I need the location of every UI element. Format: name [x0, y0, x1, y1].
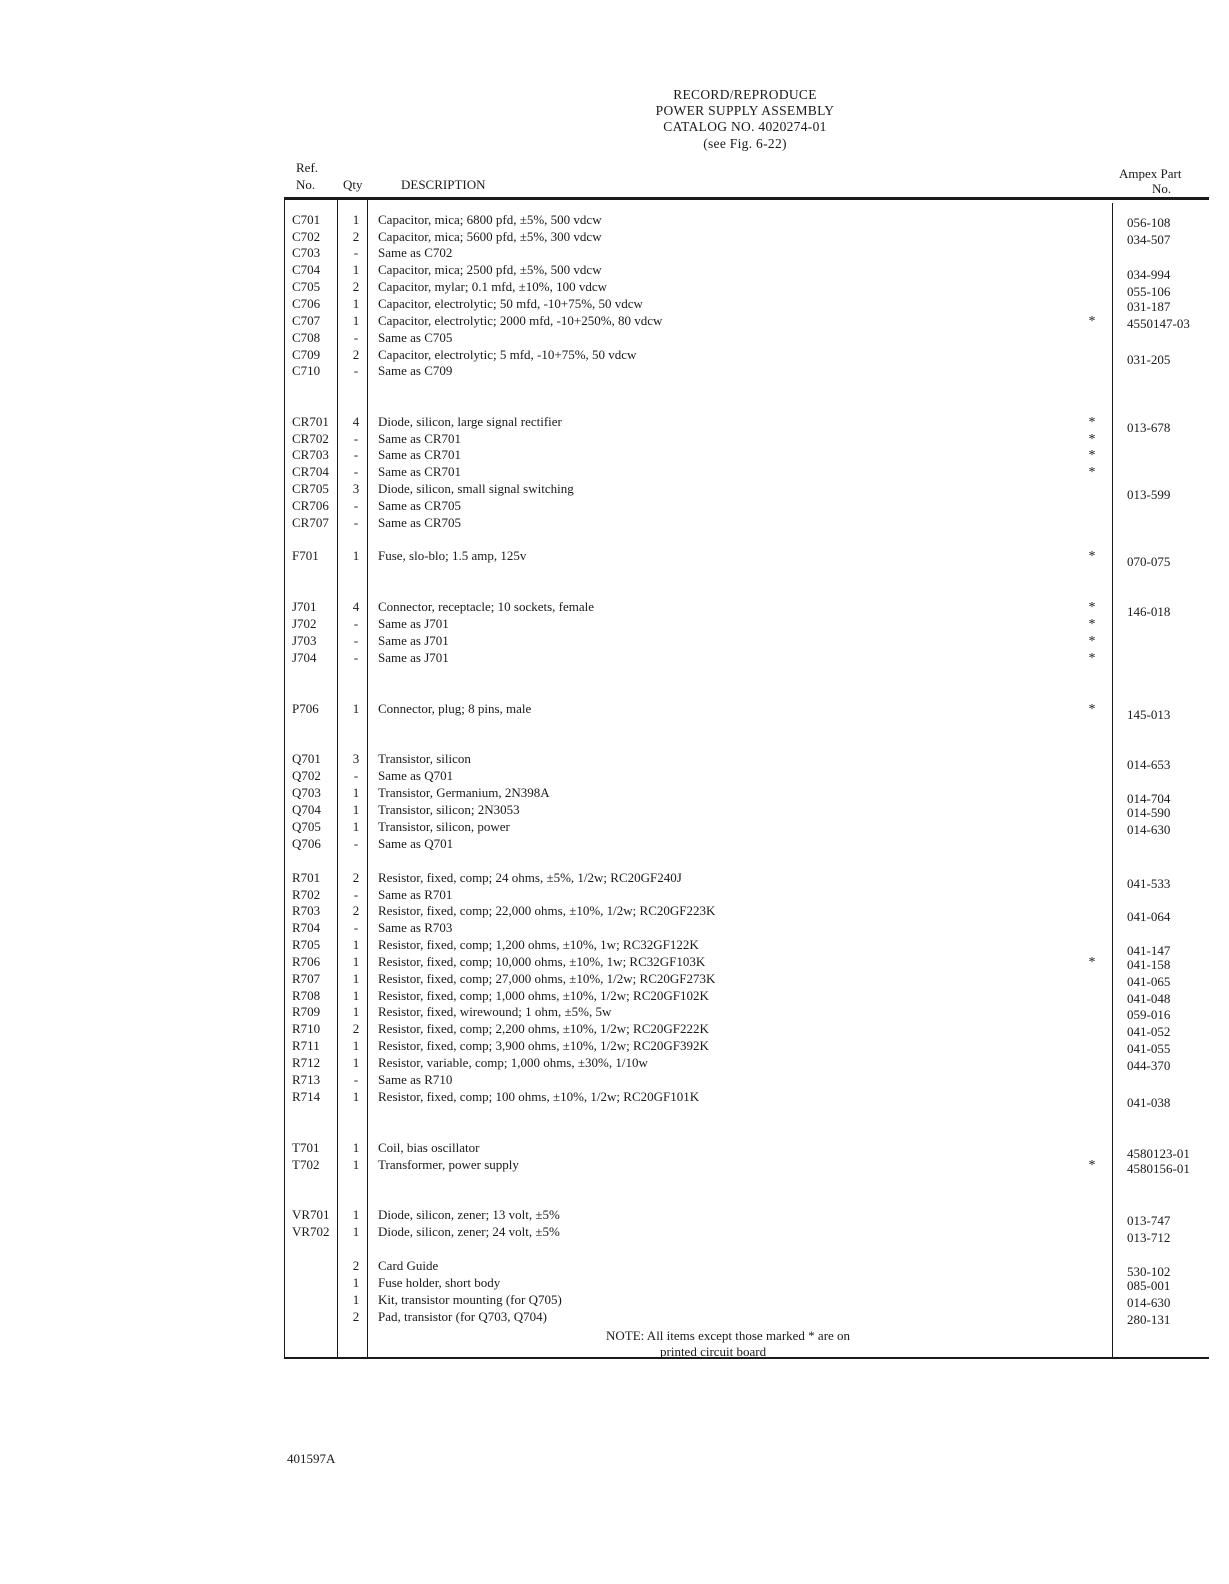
ref-number: R713	[292, 1072, 321, 1087]
part-number: 041-147	[1127, 943, 1171, 958]
ref-number: VR701	[292, 1207, 330, 1222]
description: Same as J701	[378, 633, 449, 648]
off-board-marker: *	[1088, 1158, 1096, 1173]
off-board-marker: *	[1088, 955, 1096, 970]
quantity: -	[353, 887, 359, 902]
ref-number: F701	[292, 548, 319, 563]
ref-number: Q706	[292, 836, 321, 851]
description: Pad, transistor (for Q703, Q704)	[378, 1309, 547, 1324]
description: Same as CR705	[378, 515, 462, 530]
title-line-4: (see Fig. 6-22)	[703, 136, 787, 151]
ref-number: CR705	[292, 481, 329, 496]
part-number: 4550147-03	[1127, 316, 1190, 331]
header-ref-line-1: Ref.	[296, 160, 319, 175]
description: Same as J701	[378, 650, 449, 665]
ref-number: R707	[292, 971, 321, 986]
description: Same as C709	[378, 363, 453, 378]
quantity: -	[353, 650, 359, 665]
quantity: 1	[352, 988, 360, 1003]
description: Diode, silicon, small signal switching	[378, 481, 574, 496]
part-number: 280-131	[1127, 1312, 1171, 1327]
description: Resistor, variable, comp; 1,000 ohms, ±30%, 1/10w	[378, 1055, 648, 1070]
ref-number: R710	[292, 1021, 321, 1036]
description: Capacitor, mica; 2500 pfd, ±5%, 500 vdcw	[378, 262, 602, 277]
part-number: 041-055	[1127, 1041, 1171, 1056]
part-number: 146-018	[1127, 604, 1171, 619]
description: Capacitor, mica; 6800 pfd, ±5%, 500 vdcw	[378, 212, 602, 227]
quantity: 1	[352, 1157, 360, 1172]
part-number: 041-048	[1127, 991, 1171, 1006]
part-number: 059-016	[1127, 1007, 1171, 1022]
description: Same as CR701	[378, 431, 462, 446]
description: Transistor, Germanium, 2N398A	[378, 785, 550, 800]
ref-number: Q702	[292, 768, 321, 783]
ref-number: C702	[292, 229, 321, 244]
description: Diode, silicon, zener; 13 volt, ±5%	[378, 1207, 560, 1222]
ref-number: R705	[292, 937, 321, 952]
description: Diode, silicon, large signal rectifier	[378, 414, 562, 429]
quantity: 1	[352, 296, 360, 311]
description: Transistor, silicon	[378, 751, 471, 766]
ref-number: R711	[292, 1038, 320, 1053]
quantity: -	[353, 431, 359, 446]
ref-number: R704	[292, 920, 321, 935]
description: Card Guide	[378, 1258, 439, 1273]
ref-number: C708	[292, 330, 321, 345]
quantity: 1	[352, 937, 360, 952]
ref-number: R708	[292, 988, 321, 1003]
column-rule-left	[284, 198, 285, 1358]
description: Resistor, fixed, comp; 100 ohms, ±10%, 1/2w; RC20GF101K	[378, 1089, 700, 1104]
off-board-marker: *	[1088, 600, 1096, 615]
part-number: 013-747	[1127, 1213, 1171, 1228]
quantity: 2	[352, 229, 360, 244]
description: Same as Q701	[378, 836, 454, 851]
ref-number: C705	[292, 279, 321, 294]
table-top-rule	[284, 197, 1209, 200]
part-number: 041-533	[1127, 876, 1171, 891]
quantity: 1	[352, 212, 360, 227]
header-ref-line-2: No.	[296, 177, 316, 192]
quantity: 3	[352, 481, 360, 496]
ref-number: C704	[292, 262, 321, 277]
header-part-line-2: No.	[1152, 181, 1172, 196]
description: Same as CR701	[378, 464, 462, 479]
quantity: 1	[352, 1004, 360, 1019]
quantity: -	[353, 768, 359, 783]
part-number: 085-001	[1127, 1278, 1171, 1293]
off-board-marker: *	[1088, 415, 1096, 430]
title-line-1: RECORD/REPRODUCE	[673, 87, 817, 102]
title-line-3: CATALOG NO. 4020274-01	[663, 119, 827, 134]
quantity: -	[353, 245, 359, 260]
quantity: 1	[352, 701, 360, 716]
description: Transistor, silicon, power	[378, 819, 510, 834]
part-number: 014-630	[1127, 822, 1171, 837]
part-number: 044-370	[1127, 1058, 1171, 1073]
quantity: -	[353, 447, 359, 462]
quantity: 2	[352, 347, 360, 362]
column-rule-qty	[367, 198, 368, 1358]
off-board-marker: *	[1088, 549, 1096, 564]
header-qty: Qty	[343, 177, 363, 192]
header-part-line-1: Ampex Part	[1119, 166, 1182, 181]
ref-number: C701	[292, 212, 321, 227]
quantity: -	[353, 498, 359, 513]
ref-number: Q701	[292, 751, 321, 766]
ref-number: VR702	[292, 1224, 330, 1239]
ref-number: R706	[292, 954, 321, 969]
quantity: 1	[352, 1292, 360, 1307]
quantity: 1	[352, 1140, 360, 1155]
header-description: DESCRIPTION	[401, 177, 486, 192]
part-number: 014-704	[1127, 791, 1171, 806]
quantity: 4	[352, 599, 360, 614]
off-board-marker: *	[1088, 634, 1096, 649]
ref-number: P706	[292, 701, 319, 716]
part-number: 041-158	[1127, 957, 1171, 972]
description: Resistor, fixed, comp; 3,900 ohms, ±10%, 1/2w; RC20GF392K	[378, 1038, 709, 1053]
ref-number: C707	[292, 313, 321, 328]
quantity: 1	[352, 262, 360, 277]
part-number: 013-599	[1127, 487, 1171, 502]
quantity: 1	[352, 1038, 360, 1053]
quantity: 1	[352, 971, 360, 986]
quantity: 1	[352, 1275, 360, 1290]
description: Coil, bias oscillator	[378, 1140, 480, 1155]
ref-number: R714	[292, 1089, 321, 1104]
column-rule-desc	[1112, 203, 1113, 1358]
ref-number: R702	[292, 887, 321, 902]
description: Resistor, fixed, comp; 24 ohms, ±5%, 1/2w; RC20GF240J	[378, 870, 682, 885]
description: Same as R710	[378, 1072, 453, 1087]
description: Resistor, fixed, comp; 10,000 ohms, ±10%, 1w; RC32GF103K	[378, 954, 706, 969]
quantity: 2	[352, 903, 360, 918]
quantity: 2	[352, 870, 360, 885]
quantity: 1	[352, 1055, 360, 1070]
ref-number: R712	[292, 1055, 321, 1070]
part-number: 4580156-01	[1127, 1161, 1190, 1176]
quantity: 2	[352, 1021, 360, 1036]
description: Same as C702	[378, 245, 453, 260]
quantity: -	[353, 1072, 359, 1087]
description: Same as J701	[378, 616, 449, 631]
quantity: -	[353, 515, 359, 530]
quantity: 1	[352, 313, 360, 328]
quantity: -	[353, 633, 359, 648]
quantity: 1	[352, 1089, 360, 1104]
description: Capacitor, electrolytic; 2000 mfd, -10+250%, 80 vdcw	[378, 313, 663, 328]
description: Same as C705	[378, 330, 453, 345]
ref-number: C703	[292, 245, 321, 260]
description: Resistor, fixed, comp; 22,000 ohms, ±10%, 1/2w; RC20GF223K	[378, 903, 716, 918]
description: Kit, transistor mounting (for Q705)	[378, 1292, 562, 1307]
ref-number: T702	[292, 1157, 320, 1172]
ref-number: CR704	[292, 464, 329, 479]
part-number: 056-108	[1127, 215, 1171, 230]
part-number: 041-038	[1127, 1095, 1171, 1110]
ref-number: R701	[292, 870, 321, 885]
off-board-marker: *	[1088, 314, 1096, 329]
description: Transformer, power supply	[378, 1157, 519, 1172]
description: Same as CR705	[378, 498, 462, 513]
quantity: 2	[352, 279, 360, 294]
part-number: 055-106	[1127, 284, 1171, 299]
quantity: 2	[352, 1309, 360, 1324]
quantity: -	[353, 836, 359, 851]
ref-number: C706	[292, 296, 321, 311]
part-number: 034-994	[1127, 267, 1171, 282]
off-board-marker: *	[1088, 702, 1096, 717]
off-board-marker: *	[1088, 448, 1096, 463]
part-number: 031-205	[1127, 352, 1171, 367]
ref-number: Q705	[292, 819, 321, 834]
part-number: 530-102	[1127, 1264, 1171, 1279]
quantity: 1	[352, 802, 360, 817]
quantity: 4	[352, 414, 360, 429]
ref-number: R703	[292, 903, 321, 918]
title-line-2: POWER SUPPLY ASSEMBLY	[655, 103, 835, 118]
ref-number: J704	[292, 650, 317, 665]
ref-number: J701	[292, 599, 317, 614]
ref-number: CR706	[292, 498, 329, 513]
ref-number: J702	[292, 616, 317, 631]
part-number: 031-187	[1127, 299, 1171, 314]
ref-number: R709	[292, 1004, 321, 1019]
part-number: 014-653	[1127, 757, 1171, 772]
ref-number: CR701	[292, 414, 329, 429]
description: Resistor, fixed, comp; 2,200 ohms, ±10%, 1/2w; RC20GF222K	[378, 1021, 709, 1036]
description: Capacitor, electrolytic; 5 mfd, -10+75%, 50 vdcw	[378, 347, 637, 362]
ref-number: CR703	[292, 447, 329, 462]
part-number: 041-065	[1127, 974, 1171, 989]
description: Connector, receptacle; 10 sockets, female	[378, 599, 595, 614]
description: Fuse, slo-blo; 1.5 amp, 125v	[378, 548, 527, 563]
ref-number: CR707	[292, 515, 329, 530]
quantity: -	[353, 920, 359, 935]
description: Same as R701	[378, 887, 453, 902]
ref-number: Q703	[292, 785, 321, 800]
description: Capacitor, mica; 5600 pfd, ±5%, 300 vdcw	[378, 229, 602, 244]
part-number: 145-013	[1127, 707, 1171, 722]
part-number: 014-590	[1127, 805, 1171, 820]
quantity: -	[353, 363, 359, 378]
off-board-marker: *	[1088, 617, 1096, 632]
quantity: -	[353, 464, 359, 479]
part-number: 041-052	[1127, 1024, 1171, 1039]
part-number: 070-075	[1127, 554, 1171, 569]
ref-number: C709	[292, 347, 321, 362]
quantity: 2	[352, 1258, 360, 1273]
quantity: 1	[352, 954, 360, 969]
description: Fuse holder, short body	[378, 1275, 501, 1290]
description: Same as R703	[378, 920, 453, 935]
description: Diode, silicon, zener; 24 volt, ±5%	[378, 1224, 560, 1239]
ref-number: T701	[292, 1140, 320, 1155]
ref-number: CR702	[292, 431, 329, 446]
description: Same as Q701	[378, 768, 454, 783]
quantity: 1	[352, 785, 360, 800]
document-number: 401597A	[287, 1451, 336, 1466]
ref-number: Q704	[292, 802, 321, 817]
part-number: 013-712	[1127, 1230, 1171, 1245]
quantity: 1	[352, 548, 360, 563]
off-board-marker: *	[1088, 465, 1096, 480]
description: Capacitor, electrolytic; 50 mfd, -10+75%, 50 vdcw	[378, 296, 643, 311]
ref-number: J703	[292, 633, 317, 648]
part-number: 041-064	[1127, 909, 1171, 924]
note-line-2: printed circuit board	[660, 1344, 767, 1359]
quantity: 1	[352, 819, 360, 834]
description: Resistor, fixed, comp; 27,000 ohms, ±10%, 1/2w; RC20GF273K	[378, 971, 716, 986]
column-rule-ref	[337, 198, 338, 1358]
description: Resistor, fixed, comp; 1,000 ohms, ±10%, 1/2w; RC20GF102K	[378, 988, 709, 1003]
part-number: 4580123-01	[1127, 1146, 1190, 1161]
part-number: 013-678	[1127, 420, 1171, 435]
off-board-marker: *	[1088, 432, 1096, 447]
quantity: 3	[352, 751, 360, 766]
description: Resistor, fixed, wirewound; 1 ohm, ±5%, 5w	[378, 1004, 612, 1019]
description: Resistor, fixed, comp; 1,200 ohms, ±10%, 1w; RC32GF122K	[378, 937, 699, 952]
description: Same as CR701	[378, 447, 462, 462]
part-number: 034-507	[1127, 232, 1171, 247]
quantity: -	[353, 330, 359, 345]
quantity: -	[353, 616, 359, 631]
description: Connector, plug; 8 pins, male	[378, 701, 532, 716]
quantity: 1	[352, 1207, 360, 1222]
description: Capacitor, mylar; 0.1 mfd, ±10%, 100 vdcw	[378, 279, 608, 294]
ref-number: C710	[292, 363, 321, 378]
part-number: 014-630	[1127, 1295, 1171, 1310]
description: Transistor, silicon; 2N3053	[378, 802, 520, 817]
note-line-1: NOTE: All items except those marked * are on	[606, 1328, 851, 1343]
off-board-marker: *	[1088, 651, 1096, 666]
quantity: 1	[352, 1224, 360, 1239]
